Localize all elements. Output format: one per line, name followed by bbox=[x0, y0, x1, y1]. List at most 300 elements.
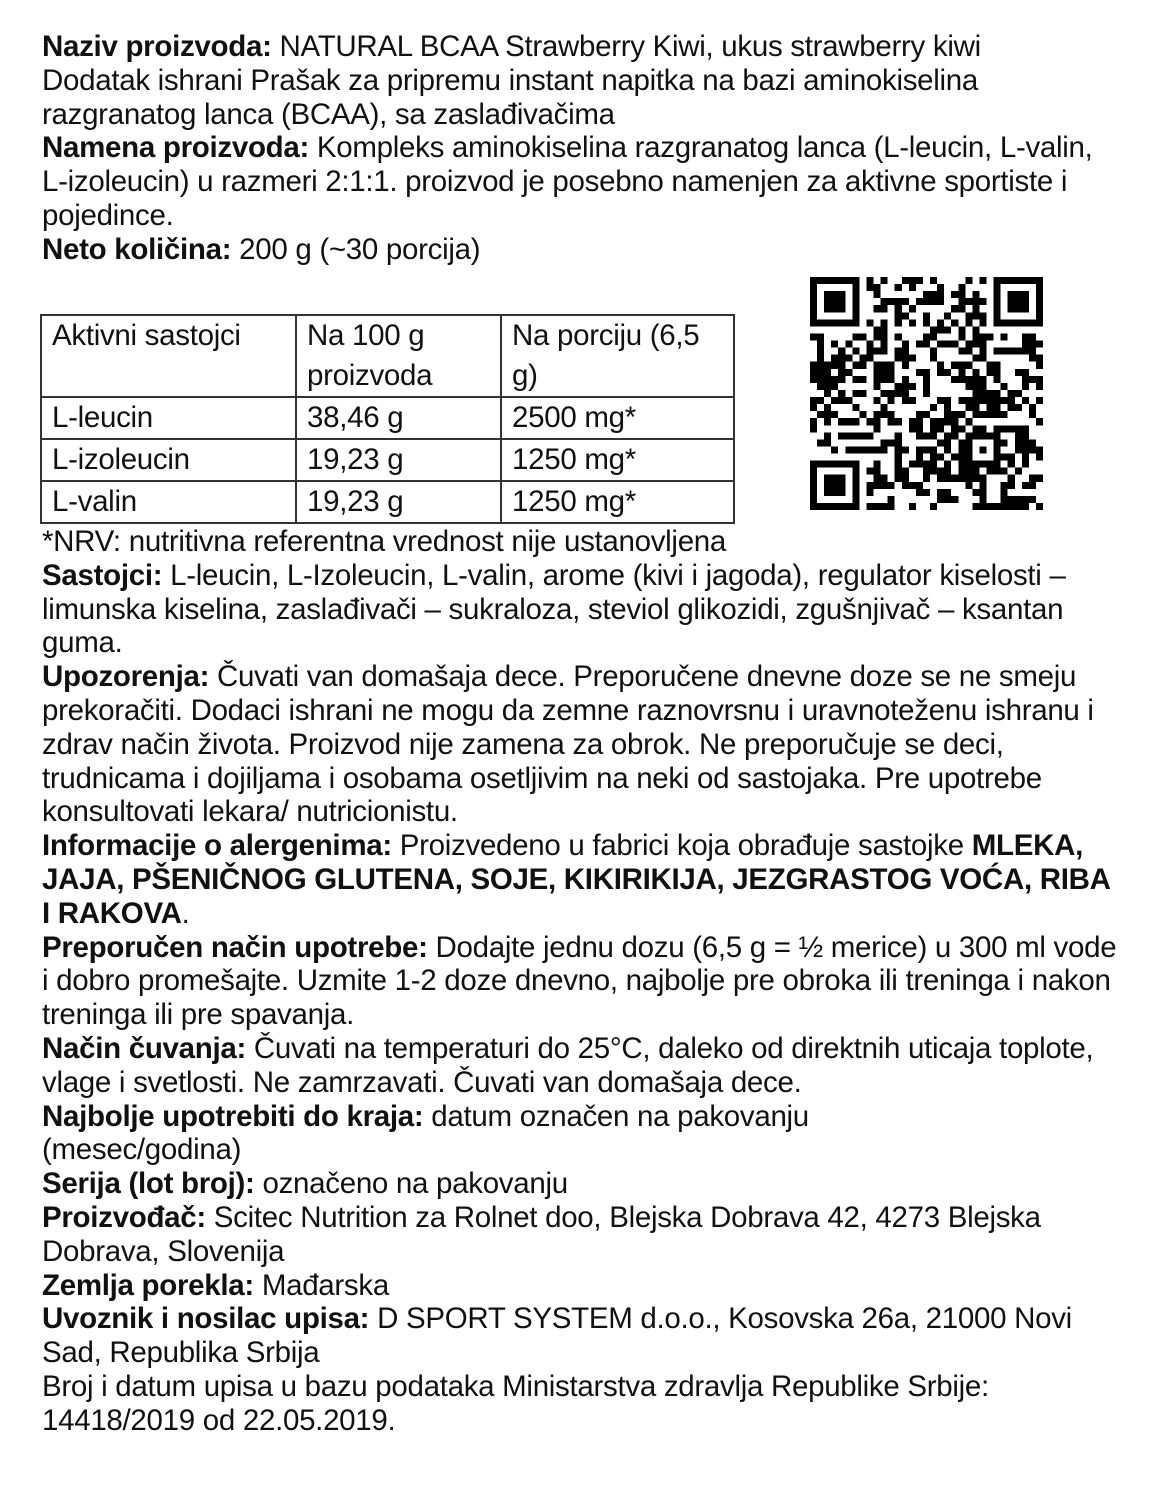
qr-module bbox=[916, 432, 923, 439]
qr-module bbox=[1001, 439, 1008, 446]
qr-module bbox=[881, 439, 888, 446]
qr-module bbox=[979, 333, 986, 340]
qr-module bbox=[1001, 503, 1008, 510]
qr-module bbox=[965, 432, 972, 439]
qr-module bbox=[994, 348, 1001, 355]
qr-module bbox=[994, 284, 1001, 291]
qr-module bbox=[994, 404, 1001, 411]
qr-module bbox=[838, 291, 845, 298]
qr-module bbox=[1008, 482, 1015, 489]
qr-module bbox=[1001, 482, 1008, 489]
qr-module bbox=[944, 475, 951, 482]
qr-module bbox=[958, 439, 965, 446]
usage-value: Dodajte jednu dozu (6,5 g = ½ merice) u 300 ml vode i dobro promešajte. Uzmite 1-2 doze dnevno, najbolje pre obroka ili treninga i nakon treninga ili pre spavanja. bbox=[42, 930, 1117, 1032]
qr-module bbox=[895, 432, 902, 439]
qr-module bbox=[1036, 284, 1043, 291]
qr-module bbox=[902, 446, 909, 453]
qr-module bbox=[852, 503, 859, 510]
qr-module bbox=[994, 432, 1001, 439]
qr-module bbox=[1022, 333, 1029, 340]
qr-module bbox=[994, 397, 1001, 404]
qr-module bbox=[1036, 277, 1043, 284]
qr-module bbox=[930, 277, 937, 284]
qr-module bbox=[824, 277, 831, 284]
qr-module bbox=[888, 418, 895, 425]
qr-module bbox=[881, 446, 888, 453]
qr-module bbox=[1008, 277, 1015, 284]
qr-module bbox=[1036, 305, 1043, 312]
qr-module bbox=[874, 461, 881, 468]
product-description: Dodatak ishrani Prašak za pripremu instant napitka na bazi aminokiselina razgranatog lanca (BCAA), sa zaslađivačima bbox=[42, 63, 979, 131]
qr-module bbox=[1029, 348, 1036, 355]
qr-module bbox=[824, 390, 831, 397]
qr-module bbox=[831, 482, 838, 489]
qr-module bbox=[944, 468, 951, 475]
qr-module bbox=[888, 439, 895, 446]
allergens-end: . bbox=[181, 896, 190, 930]
storage-section bbox=[42, 1032, 1122, 1100]
qr-module bbox=[965, 418, 972, 425]
qr-module bbox=[831, 383, 838, 390]
qr-module bbox=[874, 475, 881, 482]
qr-module bbox=[958, 454, 965, 461]
qr-code-icon[interactable] bbox=[810, 277, 1043, 510]
qr-module bbox=[888, 390, 895, 397]
importer-section bbox=[42, 1302, 1122, 1370]
qr-module bbox=[1001, 468, 1008, 475]
qr-module bbox=[824, 376, 831, 383]
qr-module bbox=[831, 411, 838, 418]
qr-module bbox=[965, 439, 972, 446]
qr-module bbox=[965, 475, 972, 482]
qr-module bbox=[916, 277, 923, 284]
qr-module bbox=[979, 376, 986, 383]
usage-section bbox=[42, 931, 1122, 1032]
qr-module bbox=[1015, 425, 1022, 432]
qr-module bbox=[874, 446, 881, 453]
qr-module bbox=[824, 418, 831, 425]
storage-label: Način čuvanja: bbox=[42, 1031, 247, 1065]
qr-module bbox=[979, 383, 986, 390]
qr-module bbox=[1008, 503, 1015, 510]
qr-module bbox=[916, 369, 923, 376]
qr-module bbox=[810, 475, 817, 482]
qr-module bbox=[810, 333, 817, 340]
qr-module bbox=[994, 319, 1001, 326]
qr-module bbox=[810, 496, 817, 503]
best-before-label: Najbolje upotrebiti do kraja: bbox=[42, 1099, 424, 1133]
qr-module bbox=[859, 390, 866, 397]
qr-module bbox=[1029, 341, 1036, 348]
qr-module bbox=[979, 411, 986, 418]
qr-module bbox=[895, 319, 902, 326]
qr-module bbox=[1022, 446, 1029, 453]
ingredients-section bbox=[42, 559, 1122, 660]
qr-module bbox=[881, 411, 888, 418]
qr-module bbox=[866, 284, 873, 291]
qr-module bbox=[874, 333, 881, 340]
qr-module bbox=[958, 305, 965, 312]
qr-module bbox=[916, 489, 923, 496]
qr-module bbox=[1008, 319, 1015, 326]
qr-module bbox=[838, 298, 845, 305]
qr-module bbox=[1029, 482, 1036, 489]
qr-module bbox=[810, 376, 817, 383]
qr-module bbox=[1022, 425, 1029, 432]
qr-module bbox=[852, 305, 859, 312]
qr-module bbox=[902, 355, 909, 362]
qr-module bbox=[1015, 446, 1022, 453]
table-header-row bbox=[41, 315, 734, 397]
table-header-cell: Aktivni sastojci bbox=[41, 315, 296, 397]
ingredients-value: L-leucin, L-Izoleucin, L-valin, arome (kivi i jagoda), regulator kiselosti – limunska kiselina, zaslađivači – sukraloza, steviol glikozidi, zgušnjivač – ksantan guma. bbox=[42, 558, 1066, 660]
qr-module bbox=[972, 461, 979, 468]
qr-module bbox=[958, 475, 965, 482]
qr-module bbox=[838, 397, 845, 404]
qr-module bbox=[958, 468, 965, 475]
qr-module bbox=[838, 376, 845, 383]
qr-module bbox=[1029, 496, 1036, 503]
qr-module bbox=[994, 291, 1001, 298]
qr-module bbox=[1015, 298, 1022, 305]
qr-module bbox=[874, 284, 881, 291]
net-quantity-value: 200 g (~30 porcija) bbox=[231, 232, 481, 266]
qr-module bbox=[1001, 496, 1008, 503]
table-cell: 1250 mg* bbox=[501, 481, 734, 523]
qr-module bbox=[859, 355, 866, 362]
qr-module bbox=[979, 461, 986, 468]
qr-module bbox=[979, 277, 986, 284]
qr-module bbox=[937, 319, 944, 326]
qr-module bbox=[817, 376, 824, 383]
usage-label: Preporučen način upotrebe: bbox=[42, 930, 428, 964]
qr-module bbox=[902, 482, 909, 489]
product-name-value: NATURAL BCAA Strawberry Kiwi, ukus strawberry kiwi bbox=[271, 30, 981, 63]
qr-module bbox=[937, 475, 944, 482]
qr-module bbox=[859, 411, 866, 418]
qr-module bbox=[958, 333, 965, 340]
qr-module bbox=[994, 439, 1001, 446]
qr-module bbox=[866, 348, 873, 355]
qr-module bbox=[909, 305, 916, 312]
qr-module bbox=[831, 319, 838, 326]
qr-module bbox=[923, 461, 930, 468]
qr-module bbox=[923, 411, 930, 418]
qr-module bbox=[909, 503, 916, 510]
qr-module bbox=[994, 305, 1001, 312]
qr-module bbox=[810, 418, 817, 425]
qr-module bbox=[902, 376, 909, 383]
qr-module bbox=[866, 446, 873, 453]
qr-module bbox=[874, 362, 881, 369]
qr-module bbox=[888, 369, 895, 376]
qr-module bbox=[881, 319, 888, 326]
qr-module bbox=[874, 468, 881, 475]
qr-module bbox=[1036, 503, 1043, 510]
qr-module bbox=[994, 312, 1001, 319]
warnings-value: Čuvati van domašaja dece. Preporučene dnevne doze se ne smeju prekoračiti. Dodaci ishrani ne mogu da zemne raznovrsnu i uravnoteženu ishranu i zdrav način života. Proizvod nije zamena za obrok. Ne preporučuje se deci, trudnicama i dojiljama i osobama osetljivim na neki od sastojaka. Pre upotrebe konsultovati lekara/ nutricionistu. bbox=[42, 660, 1094, 829]
qr-module bbox=[987, 468, 994, 475]
qr-module bbox=[987, 503, 994, 510]
qr-module bbox=[831, 291, 838, 298]
qr-module bbox=[944, 446, 951, 453]
qr-module bbox=[951, 475, 958, 482]
qr-module bbox=[972, 390, 979, 397]
qr-module bbox=[994, 446, 1001, 453]
qr-module bbox=[852, 489, 859, 496]
qr-module bbox=[937, 362, 944, 369]
qr-module bbox=[972, 503, 979, 510]
qr-module bbox=[930, 432, 937, 439]
qr-module bbox=[1008, 404, 1015, 411]
qr-module bbox=[944, 461, 951, 468]
qr-module bbox=[824, 503, 831, 510]
qr-module bbox=[831, 475, 838, 482]
qr-module bbox=[909, 397, 916, 404]
product-purpose-value: Kompleks aminokiselina razgranatog lanca (L-leucin, L-valin, L-izoleucin) u razmeri 2:1:1. proizvod je posebno namenjen za aktivne sportiste i pojedince. bbox=[42, 131, 1093, 232]
qr-module bbox=[965, 446, 972, 453]
qr-module bbox=[937, 284, 944, 291]
qr-module bbox=[874, 482, 881, 489]
qr-module bbox=[965, 383, 972, 390]
qr-module bbox=[845, 418, 852, 425]
qr-module bbox=[852, 291, 859, 298]
qr-module bbox=[958, 461, 965, 468]
qr-module bbox=[838, 348, 845, 355]
qr-module bbox=[909, 418, 916, 425]
qr-module bbox=[951, 341, 958, 348]
qr-module bbox=[972, 425, 979, 432]
qr-module bbox=[1036, 446, 1043, 453]
product-name-label: Naziv proizvoda: bbox=[42, 30, 272, 63]
lot-value: označeno na pakovanju bbox=[254, 1167, 568, 1201]
qr-module bbox=[810, 298, 817, 305]
qr-module bbox=[930, 503, 937, 510]
qr-module bbox=[909, 383, 916, 390]
qr-module bbox=[810, 362, 817, 369]
qr-module bbox=[817, 348, 824, 355]
qr-module bbox=[1036, 397, 1043, 404]
qr-module bbox=[1001, 348, 1008, 355]
qr-module bbox=[817, 503, 824, 510]
best-before-value: datum označen na pakovanju (mesec/godina) bbox=[42, 1099, 809, 1167]
qr-module bbox=[965, 468, 972, 475]
table-cell: L-leucin bbox=[41, 397, 296, 439]
qr-module bbox=[1036, 376, 1043, 383]
qr-module bbox=[958, 446, 965, 453]
qr-module bbox=[994, 503, 1001, 510]
qr-module bbox=[1015, 348, 1022, 355]
qr-module bbox=[902, 468, 909, 475]
qr-module bbox=[979, 496, 986, 503]
qr-module bbox=[845, 503, 852, 510]
qr-module bbox=[923, 468, 930, 475]
qr-module bbox=[951, 362, 958, 369]
qr-module bbox=[930, 298, 937, 305]
qr-module bbox=[902, 390, 909, 397]
qr-module bbox=[909, 319, 916, 326]
qr-module bbox=[1001, 333, 1008, 340]
qr-module bbox=[895, 348, 902, 355]
qr-module bbox=[866, 489, 873, 496]
qr-module bbox=[930, 446, 937, 453]
qr-module bbox=[923, 383, 930, 390]
qr-module bbox=[859, 432, 866, 439]
qr-module bbox=[1029, 319, 1036, 326]
qr-module bbox=[923, 376, 930, 383]
qr-module bbox=[1022, 305, 1029, 312]
qr-module bbox=[909, 355, 916, 362]
qr-module bbox=[831, 341, 838, 348]
qr-module bbox=[888, 298, 895, 305]
qr-module bbox=[810, 503, 817, 510]
origin-value: Mađarska bbox=[253, 1268, 389, 1302]
qr-module bbox=[1029, 411, 1036, 418]
qr-module bbox=[930, 454, 937, 461]
qr-module bbox=[916, 418, 923, 425]
qr-module bbox=[881, 305, 888, 312]
qr-module bbox=[810, 461, 817, 468]
qr-module bbox=[1036, 418, 1043, 425]
qr-module bbox=[902, 277, 909, 284]
qr-module bbox=[937, 468, 944, 475]
qr-module bbox=[810, 284, 817, 291]
qr-module bbox=[866, 503, 873, 510]
qr-module bbox=[944, 404, 951, 411]
qr-module bbox=[965, 277, 972, 284]
qr-module bbox=[895, 355, 902, 362]
qr-module bbox=[874, 397, 881, 404]
qr-module bbox=[888, 411, 895, 418]
qr-module bbox=[810, 305, 817, 312]
qr-module bbox=[1015, 432, 1022, 439]
qr-module bbox=[824, 475, 831, 482]
qr-module bbox=[1008, 397, 1015, 404]
qr-module bbox=[979, 312, 986, 319]
qr-module bbox=[831, 305, 838, 312]
ingredients-label: Sastojci: bbox=[42, 558, 163, 592]
warnings-section bbox=[42, 660, 1122, 829]
table-header-cell: Na porciju (6,5 g) bbox=[501, 315, 734, 397]
qr-module bbox=[937, 489, 944, 496]
qr-module bbox=[1036, 298, 1043, 305]
qr-module bbox=[987, 369, 994, 376]
qr-module bbox=[881, 482, 888, 489]
qr-module bbox=[979, 348, 986, 355]
qr-module bbox=[916, 461, 923, 468]
qr-module bbox=[1015, 319, 1022, 326]
qr-module bbox=[930, 468, 937, 475]
qr-module bbox=[958, 397, 965, 404]
qr-module bbox=[874, 383, 881, 390]
qr-module bbox=[852, 390, 859, 397]
product-name bbox=[42, 30, 1102, 64]
qr-module bbox=[987, 362, 994, 369]
qr-module bbox=[824, 362, 831, 369]
qr-module bbox=[874, 411, 881, 418]
qr-module bbox=[937, 369, 944, 376]
table-row bbox=[41, 397, 734, 439]
qr-module bbox=[824, 319, 831, 326]
net-quantity-label: Neto količina: bbox=[42, 232, 232, 266]
qr-module bbox=[972, 312, 979, 319]
qr-module bbox=[838, 319, 845, 326]
qr-module bbox=[810, 277, 817, 284]
qr-module bbox=[838, 503, 845, 510]
qr-module bbox=[958, 298, 965, 305]
qr-module bbox=[852, 446, 859, 453]
qr-module bbox=[1008, 298, 1015, 305]
qr-module bbox=[902, 348, 909, 355]
qr-module bbox=[1008, 305, 1015, 312]
qr-module bbox=[838, 432, 845, 439]
qr-module bbox=[888, 503, 895, 510]
qr-module bbox=[930, 355, 937, 362]
qr-module bbox=[838, 305, 845, 312]
table-cell: 19,23 g bbox=[296, 481, 501, 523]
qr-module bbox=[1022, 432, 1029, 439]
qr-module bbox=[1022, 383, 1029, 390]
qr-module bbox=[958, 369, 965, 376]
qr-module bbox=[1029, 277, 1036, 284]
qr-module bbox=[958, 348, 965, 355]
registration-info: Broj i datum upisa u bazu podataka Ministarstva zdravlja Republike Srbije: 14418/2019 od 22.05.2019. bbox=[42, 1369, 989, 1437]
qr-module bbox=[817, 397, 824, 404]
qr-module bbox=[972, 333, 979, 340]
qr-module bbox=[866, 482, 873, 489]
qr-module bbox=[965, 298, 972, 305]
qr-module bbox=[817, 411, 824, 418]
qr-module bbox=[987, 333, 994, 340]
manufacturer-value: Scitec Nutrition za Rolnet doo, Blejska Dobrava 42, 4273 Blejska Dobrava, Slovenija bbox=[42, 1200, 1041, 1268]
qr-module bbox=[1001, 397, 1008, 404]
qr-module bbox=[1008, 348, 1015, 355]
allergens-list: MLEKA, JAJA, PŠENIČNOG GLUTENA, SOJE, KIKIRIKIJA, JEZGRASTOG VOĆA, RIBA I RAKOVA bbox=[42, 829, 1110, 930]
qr-module bbox=[965, 312, 972, 319]
qr-module bbox=[972, 326, 979, 333]
qr-module bbox=[972, 383, 979, 390]
qr-module bbox=[831, 298, 838, 305]
qr-module bbox=[944, 418, 951, 425]
qr-module bbox=[979, 432, 986, 439]
qr-module bbox=[1029, 355, 1036, 362]
qr-module bbox=[1001, 319, 1008, 326]
qr-module bbox=[831, 355, 838, 362]
qr-module bbox=[838, 461, 845, 468]
qr-module bbox=[930, 461, 937, 468]
table-cell: 19,23 g bbox=[296, 439, 501, 481]
qr-module bbox=[987, 411, 994, 418]
qr-module bbox=[817, 439, 824, 446]
qr-module bbox=[874, 376, 881, 383]
qr-module bbox=[1001, 383, 1008, 390]
qr-module bbox=[965, 461, 972, 468]
qr-module bbox=[838, 418, 845, 425]
qr-module bbox=[1008, 461, 1015, 468]
qr-module bbox=[895, 312, 902, 319]
qr-module bbox=[881, 277, 888, 284]
qr-module bbox=[1008, 390, 1015, 397]
qr-module bbox=[1036, 319, 1043, 326]
allergens-label: Informacije o alergenima: bbox=[42, 829, 392, 863]
qr-module bbox=[944, 326, 951, 333]
qr-module bbox=[866, 468, 873, 475]
qr-module bbox=[937, 418, 944, 425]
qr-module bbox=[874, 503, 881, 510]
nrv-note: *NRV: nutritivna referentna vrednost nije ustanovljena bbox=[42, 525, 727, 558]
qr-module bbox=[838, 362, 845, 369]
qr-module bbox=[923, 390, 930, 397]
